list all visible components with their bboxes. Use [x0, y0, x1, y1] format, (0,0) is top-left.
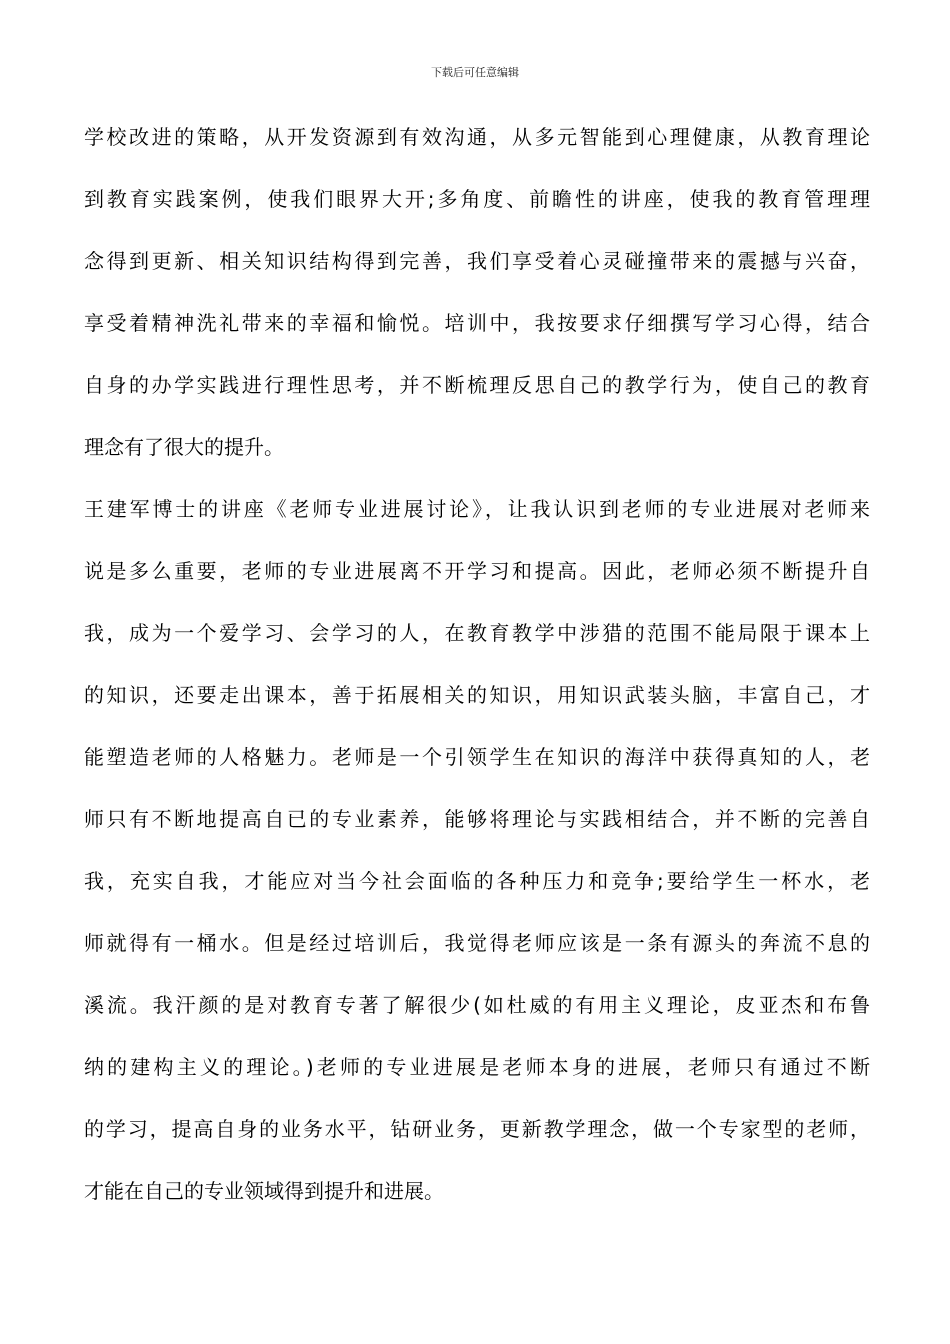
paragraph-line: 王建军博士的讲座《老师专业进展讨论》，让我认识到老师的专业进展对老师来	[84, 497, 870, 521]
paragraph-line: 才能在自己的专业领域得到提升和进展。	[84, 1179, 444, 1203]
paragraph-line: 自身的办学实践进行理性思考，并不断梳理反思自己的教学行为，使自己的教育	[84, 373, 870, 397]
paragraph-line: 溪流。我汗颜的是对教育专著了解很少(如杜威的有用主义理论，皮亚杰和布鲁	[84, 993, 870, 1017]
paragraph-line: 念得到更新、相关知识结构得到完善，我们享受着心灵碰撞带来的震撼与兴奋，	[84, 249, 870, 273]
paragraph-line: 说是多么重要，老师的专业进展离不开学习和提高。因此，老师必须不断提升自	[84, 559, 870, 583]
paragraph-line: 到教育实践案例，使我们眼界大开;多角度、前瞻性的讲座，使我的教育管理理	[84, 187, 870, 211]
page-header: 下载后可任意编辑	[431, 66, 519, 79]
paragraph-line: 的知识，还要走出课本，善于拓展相关的知识，用知识武装头脑，丰富自己，才	[84, 683, 870, 707]
document-body	[84, 119, 870, 1235]
paragraph-line: 理念有了很大的提升。	[84, 435, 284, 459]
paragraph-line: 享受着精神洗礼带来的幸福和愉悦。培训中，我按要求仔细撰写学习心得，结合	[84, 311, 870, 335]
paragraph-line: 师就得有一桶水。但是经过培训后，我觉得老师应该是一条有源头的奔流不息的	[84, 931, 870, 955]
paragraph-line: 学校改进的策略，从开发资源到有效沟通，从多元智能到心理健康，从教育理论	[84, 125, 870, 149]
paragraph-line: 师只有不断地提高自已的专业素养，能够将理论与实践相结合，并不断的完善自	[84, 807, 870, 831]
paragraph-line: 我，成为一个爱学习、会学习的人，在教育教学中涉猎的范围不能局限于课本上	[84, 621, 870, 645]
paragraph-line: 我，充实自我，才能应对当今社会面临的各种压力和竞争;要给学生一杯水，老	[84, 869, 870, 893]
paragraph-line: 的学习，提高自身的业务水平，钻研业务，更新教学理念，做一个专家型的老师，	[84, 1117, 870, 1141]
paragraph-line: 纳的建构主义的理论。)老师的专业进展是老师本身的进展，老师只有通过不断	[84, 1055, 870, 1079]
paragraph-line: 能塑造老师的人格魅力。老师是一个引领学生在知识的海洋中获得真知的人，老	[84, 745, 870, 769]
